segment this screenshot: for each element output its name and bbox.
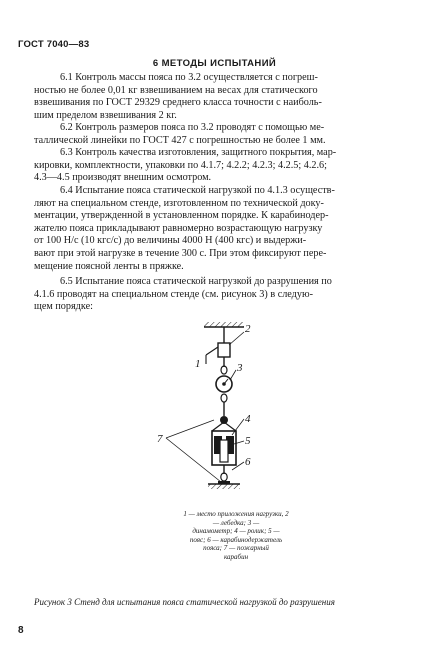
paragraph-6-1 [34,72,396,122]
figure-label-7: 7 [157,433,163,445]
figure-caption: Рисунок 3 Стенд для испытания пояса статической нагрузкой до разрушения [34,597,335,607]
running-header: ГОСТ 7040—83 [18,39,90,50]
figure-label-3: 3 [237,362,243,374]
belt [212,431,236,465]
legend-line: пояс; 6 — карабинодержатель пояса; 7 — пожарный [189,535,283,553]
paragraph-6-4 [34,185,396,273]
legend-line: карабин [223,552,249,561]
dynamometer [216,376,232,416]
text-line: 4.1.6 проводят на специальном стенде (см. рисунок 3) в следую- [34,288,313,300]
text-line: мещение поясной ленты в пряжке. [34,260,184,272]
text-line: вают при этой нагрузке в течение 300 с. При этом фиксируют пере- [34,247,327,259]
text-line: ностью не более 0,01 кг взвешиванием на весах для статического [34,84,318,96]
text-line: 6.1 Контроль массы пояса по 3.2 осуществляется с погреш- [60,72,318,83]
figure-label-5: 5 [245,435,251,447]
test-stand-figure [150,318,300,498]
paragraph-6-5 [34,276,396,314]
text-line: 6.2 Контроль размеров пояса по 3.2 проводят с помощью ме- [60,122,325,133]
text-line: 6.3 Контроль качества изготовления, защитного покрытия, мар- [60,147,337,158]
text-line: ляют на специальном стенде, изготовленном по технической доку- [34,197,324,209]
section-title: 6 МЕТОДЫ ИСПЫТАНИЙ [152,58,277,69]
paragraph-6-2 [34,122,396,147]
text-line: 4.3—4.5 производят внешним осмотром. [34,172,212,184]
figure-label-2: 2 [245,323,251,335]
winch [206,327,230,364]
figure-label-4: 4 [245,413,251,425]
text-line: шим пределом взвешивания 2 кг. [34,109,177,121]
load-chain [221,357,227,374]
figure-label-6: 6 [245,456,251,468]
text-line: 6.4 Испытание пояса статической нагрузкой по 4.1.3 осуществ- [60,185,335,196]
figure-legend [181,510,291,562]
text-line: щем порядке: [34,301,93,313]
text-line: таллической линейки по ГОСТ 427 с погрешностью не более 1 мм. [34,134,326,146]
leader-lines [166,332,244,482]
text-line: взвешивания по ГОСТ 29329 среднего класса точности с наиболь- [34,97,322,109]
text-line: жателю пояса прикладывают равномерно возрастающую нагрузку [34,222,323,234]
ceiling-support [204,322,244,327]
text-line: кировки, комплектности, упаковки по 4.1.7; 4.2.2; 4.2.3; 4.2.5; 4.2.6; [34,159,327,171]
page-number: 8 [18,625,24,636]
paragraph-6-3 [34,147,396,185]
legend-line: 1 — место приложения нагрузки, 2 — лебедка; 3 — [183,510,289,527]
text-line: от 100 Н/с (10 кгс/с) до величины 4000 Н (400 кгс) и выдержи- [34,235,307,247]
text-line: 6.5 Испытание пояса статической нагрузкой до разрушения по [60,276,332,287]
snap-hook-holder [208,465,240,489]
legend-line: динамометр; 4 — ролик; 5 — [192,527,280,536]
roller [212,416,236,431]
figure-label-1: 1 [195,358,201,370]
text-line: ментации, утвержденной в установленном порядке. К карабинодер- [34,210,329,222]
